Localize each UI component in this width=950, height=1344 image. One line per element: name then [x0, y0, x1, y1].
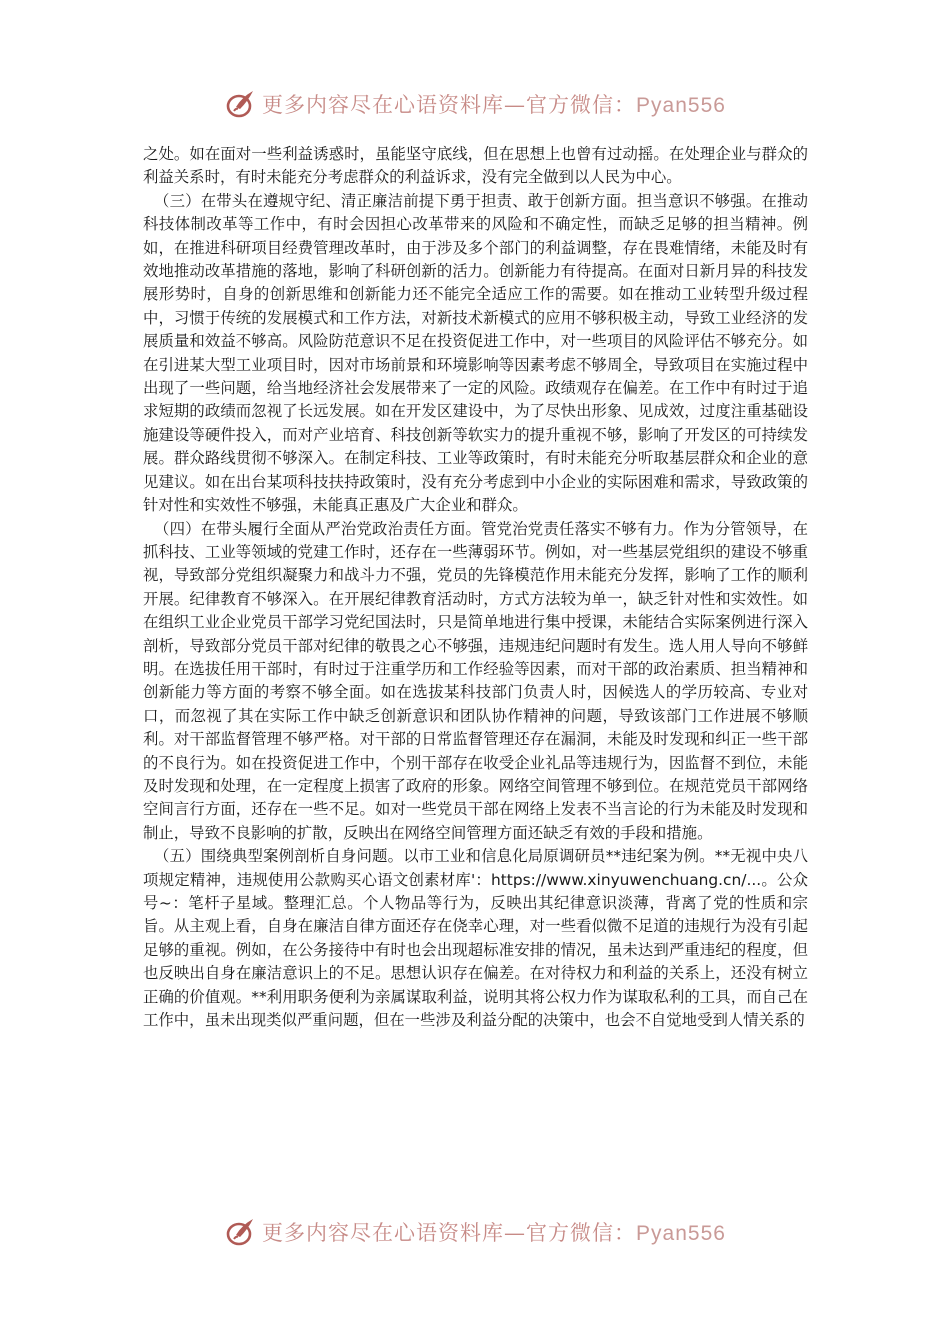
paragraph-1: 之处。如在面对一些利益诱惑时，虽能坚守底线，但在思想上也曾有过动摇。在处理企业与群众的利益关系时，有时未能充分考虑群众的利益诉求，没有完全做到以人民为中心。: [143, 145, 808, 187]
document-body: [143, 143, 808, 1032]
watermark-dash: —: [504, 1221, 527, 1245]
paragraph-2: （三）在带头在遵规守纪、清正廉洁前提下勇于担责、敢于创新方面。担当意识不够强。在推动科技体制改革等工作中，有时会因担心改革带来的风险和不确定性，而缺乏足够的担当精神。例如，在推进科研项目经费管理改革时，由于涉及多个部门的利益调整，存在畏难情绪，未能及时有效地推动改革措施的落地，影响了科研创新的活力。创新能力有待提高。在面对日新月异的科技发展形势时，自身的创新思维和创新能力还不能完全适应工作的需要。如在推动工业转型升级过程中，习惯于传统的发展模式和工作方法，对新技术新模式的应用不够积极主动，导致工业经济的发展质量和效益不够高。风险防范意识不足在投资促进工作中，对一些项目的风险评估不够充分。如在引进某大型工业项目时，因对市场前景和环境影响等因素考虑不够周全，导致项目在实施过程中出现了一些问题，给当地经济社会发展带来了一定的风险。政绩观存在偏差。在工作中有时过于追求短期的政绩而忽视了长远发展。如在开发区建设中，为了尽快出形象、见成效，过度注重基础设施建设等硬件投入，而对产业培育、科技创新等软实力的提升重视不够，影响了开发区的可持续发展。群众路线贯彻不够深入。在制定科技、工业等政策时，有时未能充分听取基层群众和企业的意见建议。如在出台某项科技扶持政策时，没有充分考虑到中小企业的实际困难和需求，导致政策的针对性和实效性不够强，未能真正惠及广大企业和群众。: [143, 191, 808, 515]
watermark-account: Pyan556: [636, 94, 726, 117]
watermark-header: [0, 84, 950, 124]
paragraph-4: （五）围绕典型案例剖析自身问题。以市工业和信息化局原调研员**违纪案为例。**无视中央八项规定精神，违规使用公款购买心语文创素材库'：https://www.xinyuwenchuang.cn/...。公众号~：笔杆子星域。整理汇总。个人物品等行为，反映出其纪律意识淡薄，背离了党的性质和宗旨。从主观上看，自身在廉洁自律方面还存在侥幸心理，对一些看似微不足道的违规行为没有引起足够的重视。例如，在公务接待中有时也会出现超标准安排的情况，虽未达到严重违纪的程度，但也反映出自身在廉洁意识上的不足。思想认识存在偏差。在对待权力和利益的关系上，还没有树立正确的价值观。**利用职务便利为亲属谋取利益，说明其将公权力作为谋取私利的工具，而自己在工作中，虽未出现类似严重问题，但在一些涉及利益分配的决策中，也会不自觉地受到人情关系的: [143, 847, 808, 1030]
watermark-account: Pyan556: [636, 1222, 726, 1245]
watermark-text: [262, 1217, 726, 1247]
watermark-brand: 更多内容尽在心语资料库: [262, 93, 505, 117]
watermark-dash: —: [504, 93, 527, 117]
watermark-text: [262, 89, 726, 119]
brush-logo-icon: [224, 87, 258, 121]
watermark-label: 官方微信：: [526, 93, 637, 117]
paragraph-3: （四）在带头履行全面从严治党政治责任方面。管党治党责任落实不够有力。作为分管领导，在抓科技、工业等领域的党建工作时，还存在一些薄弱环节。例如，对一些基层党组织的建设不够重视，导致部分党组织凝聚力和战斗力不强，党员的先锋模范作用未能充分发挥，影响了工作的顺利开展。纪律教育不够深入。在开展纪律教育活动时，方式方法较为单一，缺乏针对性和实效性。如在组织工业企业党员干部学习党纪国法时，只是简单地进行集中授课，未能结合实际案例进行深入剖析，导致部分党员干部对纪律的敬畏之心不够强，违规违纪问题时有发生。选人用人导向不够鲜明。在选拔任用干部时，有时过于注重学历和工作经验等因素，而对干部的政治素质、担当精神和创新能力等方面的考察不够全面。如在选拔某科技部门负责人时，因候选人的学历较高、专业对口，而忽视了其在实际工作中缺乏创新意识和团队协作精神的问题，导致该部门工作进展不够顺利。对干部监督管理不够严格。对干部的日常监督管理还存在漏洞，未能及时发现和纠正一些干部的不良行为。如在投资促进工作中，个别干部存在收受企业礼品等违规行为，因监督不到位，未能及时发现和处理，在一定程度上损害了政府的形象。网络空间管理不够到位。在规范党员干部网络空间言行方面，还存在一些不足。如对一些党员干部在网络上发表不当言论的行为未能及时发现和制止，导致不良影响的扩散，反映出在网络空间管理方面还缺乏有效的手段和措施。: [143, 519, 808, 842]
watermark-brand: 更多内容尽在心语资料库: [262, 1221, 505, 1245]
watermark-label: 官方微信：: [526, 1221, 637, 1245]
brush-logo-icon: [224, 1215, 258, 1249]
watermark-footer: [0, 1212, 950, 1252]
